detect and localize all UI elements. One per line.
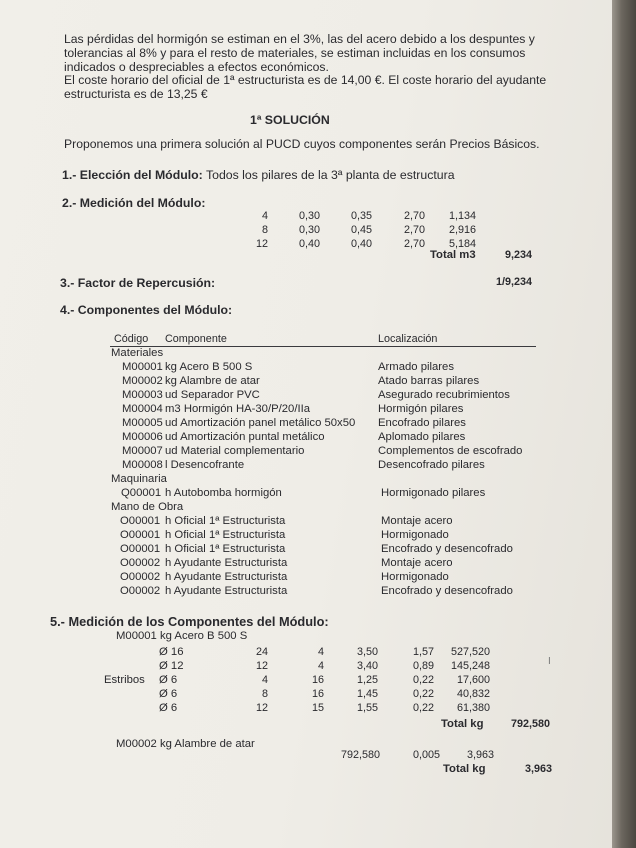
m2-total-value: 3,963 [524,763,552,775]
component-desc: h Oficial 1ª Estructurista [165,515,286,527]
m1-title: M00001 kg Acero B 500 S [116,630,248,642]
m2-value-c: 3,963 [466,749,494,761]
row-length: 3,50 [356,646,378,658]
component-desc: ud Amortización panel metálico 50x50 [165,417,356,429]
component-location: Encofrado y desencofrado [381,585,513,597]
module-cell: 4 [261,210,268,222]
component-desc: h Ayudante Estructurista [165,557,288,569]
module-cell: 8 [261,224,268,236]
component-code: M00005 [122,417,163,429]
margin-mark: I [548,656,551,667]
component-code: O00001 [120,515,161,527]
module-cell: 0,45 [350,224,372,236]
component-location: Complementos de escofrado [378,445,523,457]
m2-value-b: 0,005 [412,749,440,761]
component-location: Encofrado y desencofrado [381,543,513,555]
module-cell: 0,30 [298,224,320,236]
row-length: 1,45 [356,688,378,700]
component-code: M00008 [122,459,163,471]
intro-line-5: estructurista es de 13,25 € [64,87,208,101]
component-code: O00001 [120,543,161,555]
component-code: O00002 [120,557,161,569]
section-5-label: 5.- Medición de los Componentes del Módulo: [50,614,329,629]
component-desc: ud Separador PVC [165,389,260,401]
row-total: 145,248 [450,660,490,672]
intro-line-4: El coste horario del oficial de 1ª estructurista es de 14,00 €. El coste horario del ayudante [64,73,547,87]
m2-total-label: Total kg [443,763,486,775]
module-cell: 0,30 [298,210,320,222]
row-count-b: 16 [311,688,324,700]
module-cell: 2,70 [403,210,425,222]
module-cell: 1,134 [448,210,476,222]
component-location: Montaje acero [381,515,453,527]
component-code: M00001 [122,361,163,373]
component-desc: h Autobomba hormigón [165,487,282,499]
bar-diameter: Ø 6 [159,702,178,714]
row-count-a: 8 [261,688,268,700]
row-total: 40,832 [456,688,490,700]
m2-value-a: 792,580 [340,749,380,761]
section-3-value: 1/9,234 [495,276,532,288]
intro-line-3: indicados o despreciables a efectos económicos. [64,60,329,74]
m2-title: M00002 kg Alambre de atar [116,738,255,750]
component-desc: h Ayudante Estructurista [165,571,288,583]
component-location: Encofrado pilares [378,417,466,429]
module-cell: 2,70 [403,224,425,236]
component-code: M00007 [122,445,163,457]
row-count-b: 15 [311,702,324,714]
bar-diameter: Ø 12 [159,660,184,672]
section-3-label: 3.- Factor de Repercusión: [60,276,216,290]
row-total: 61,380 [456,702,490,714]
col-header-componente: Componente [165,333,227,345]
section-4-label: 4.- Componentes del Módulo: [60,303,233,317]
col-header-localizacion: Localización [378,333,438,345]
component-desc: kg Acero B 500 S [165,361,253,373]
bar-diameter: Ø 6 [159,674,178,686]
row-total: 527,520 [450,646,490,658]
component-location: Aplomado pilares [378,431,466,443]
module-cell: 2,70 [403,238,425,250]
section-1 [62,168,455,182]
module-cell: 0,40 [298,238,320,250]
row-count-a: 24 [255,646,268,658]
module-cell: 0,40 [350,238,372,250]
m1-total-value: 792,580 [510,718,550,730]
module-cell: 12 [255,238,268,250]
solution-title: 1ª SOLUCIÓN [250,113,330,127]
component-location: Asegurado recubrimientos [378,389,510,401]
component-code: M00002 [122,375,163,387]
row-length: 3,40 [356,660,378,672]
row-count-a: 4 [261,674,268,686]
component-code: O00002 [120,571,161,583]
components-header-rule [110,346,536,347]
component-code: M00006 [122,431,163,443]
component-location: Atado barras pilares [378,375,480,387]
component-desc: m3 Hormigón HA-30/P/20/IIa [165,403,311,415]
row-weight-per-m: 0,22 [412,702,434,714]
col-header-codigo: Código [114,333,149,345]
module-cell: 0,35 [350,210,372,222]
module-total-label: Total m3 [430,249,476,261]
component-code: O00002 [120,585,161,597]
component-desc: ud Amortización puntal metálico [165,431,325,443]
component-location: Hormigonado [381,571,449,583]
row-total: 17,600 [456,674,490,686]
row-count-b: 16 [311,674,324,686]
row-length: 1,55 [356,702,378,714]
component-code: M00003 [122,389,163,401]
component-desc: h Oficial 1ª Estructurista [165,543,286,555]
page-edge-shadow [612,0,636,848]
row-weight-per-m: 0,22 [412,688,434,700]
component-desc: ud Material complementario [165,445,305,457]
component-group-label: Maquinaria [111,473,167,485]
component-code: Q00001 [121,487,162,499]
module-total-value: 9,234 [504,249,532,261]
row-weight-per-m: 0,22 [412,674,434,686]
section-2-label: 2.- Medición del Módulo: [62,196,206,210]
component-location: Hormigonado pilares [381,487,486,499]
bar-diameter: Ø 6 [159,688,178,700]
module-cell: 2,916 [448,224,476,236]
component-desc: kg Alambre de atar [165,375,260,387]
component-desc: h Oficial 1ª Estructurista [165,529,286,541]
row-prefix: Estribos [104,674,145,686]
component-location: Desencofrado pilares [378,459,485,471]
module-cell: 5,184 [448,238,476,250]
intro-line-1: Las pérdidas del hormigón se estiman en el 3%, las del acero debido a los despuntes y [64,32,535,46]
component-code: O00001 [120,529,161,541]
component-location: Montaje acero [381,557,453,569]
bar-diameter: Ø 16 [159,646,184,658]
row-length: 1,25 [356,674,378,686]
component-location: Hormigón pilares [378,403,464,415]
row-count-b: 4 [317,660,324,672]
section-1-text: Todos los pilares de la 3ª planta de estructura [205,168,455,182]
component-location: Armado pilares [378,361,454,373]
component-group-label: Materiales [111,347,164,359]
intro-line-2: tolerancias al 8% y para el resto de materiales, se estiman incluidas en los consumos [64,46,526,60]
solution-text: Proponemos una primera solución al PUCD cuyos componentes serán Precios Básicos. [64,137,540,151]
component-location: Hormigonado [381,529,449,541]
section-1-label: 1.- Elección del Módulo: [62,168,203,182]
component-group-label: Mano de Obra [111,501,184,513]
row-weight-per-m: 1,57 [412,646,434,658]
row-count-a: 12 [255,702,268,714]
component-code: M00004 [122,403,163,415]
component-desc: h Ayudante Estructurista [165,585,288,597]
row-count-a: 12 [255,660,268,672]
component-desc: l Desencofrante [165,459,245,471]
row-weight-per-m: 0,89 [412,660,434,672]
m1-total-label: Total kg [441,718,484,730]
row-count-b: 4 [317,646,324,658]
